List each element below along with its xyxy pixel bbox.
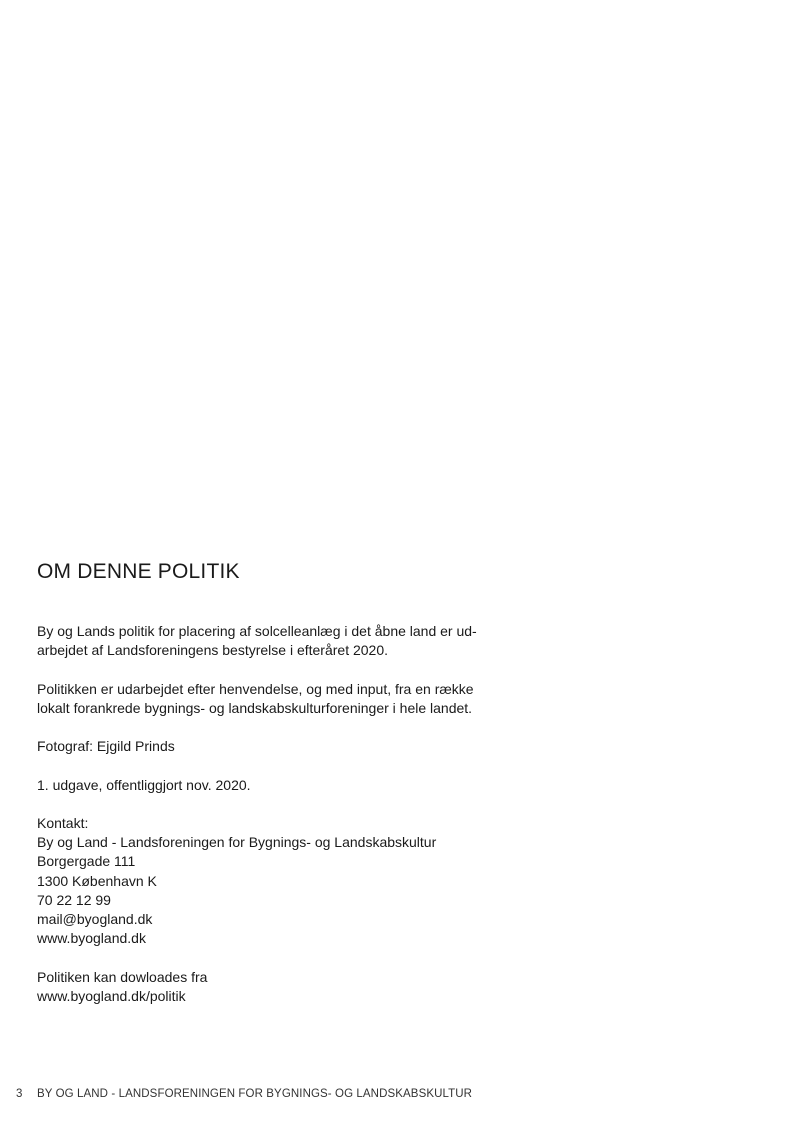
page-footer <box>0 1088 793 1104</box>
input-line-1: Politikken er udarbejdet efter henvendelse, og med input, fra en række <box>37 680 474 697</box>
section-heading: OM DENNE POLITIK <box>37 560 240 583</box>
contact-organization: By og Land - Landsforeningen for Bygnings- og Landskabskultur <box>37 834 437 851</box>
edition-info <box>37 776 507 795</box>
contact-street: Borgergade 111 <box>37 853 136 870</box>
input-paragraph <box>37 680 507 718</box>
intro-line-2: arbejdet af Landsforeningens bestyrelse i efteråret 2020. <box>37 642 389 659</box>
colophon-body <box>37 622 507 1025</box>
edition-line: 1. udgave, offentliggjort nov. 2020. <box>37 776 251 793</box>
intro-paragraph <box>37 622 507 660</box>
photographer-line: Fotograf: Ejgild Prinds <box>37 738 175 755</box>
contact-block <box>37 814 507 948</box>
contact-phone: 70 22 12 99 <box>37 891 111 908</box>
contact-email: mail@byogland.dk <box>37 910 153 927</box>
contact-label: Kontakt: <box>37 814 89 831</box>
input-line-2: lokalt forankrede bygnings- og landskabskulturforeninger i hele landet. <box>37 699 473 716</box>
download-block <box>37 968 507 1006</box>
photographer-credit <box>37 737 507 756</box>
download-url: www.byogland.dk/politik <box>37 987 186 1004</box>
contact-city: 1300 København K <box>37 872 157 889</box>
page-number: 3 <box>16 1088 23 1100</box>
contact-website: www.byogland.dk <box>37 930 146 947</box>
footer-organization: BY OG LAND - LANDSFORENINGEN FOR BYGNINGS- OG LANDSKABSKULTUR <box>37 1088 473 1100</box>
intro-line-1: By og Lands politik for placering af solcelleanlæg i det åbne land er ud- <box>37 623 477 639</box>
download-text: Politiken kan dowloades fra <box>37 968 208 985</box>
